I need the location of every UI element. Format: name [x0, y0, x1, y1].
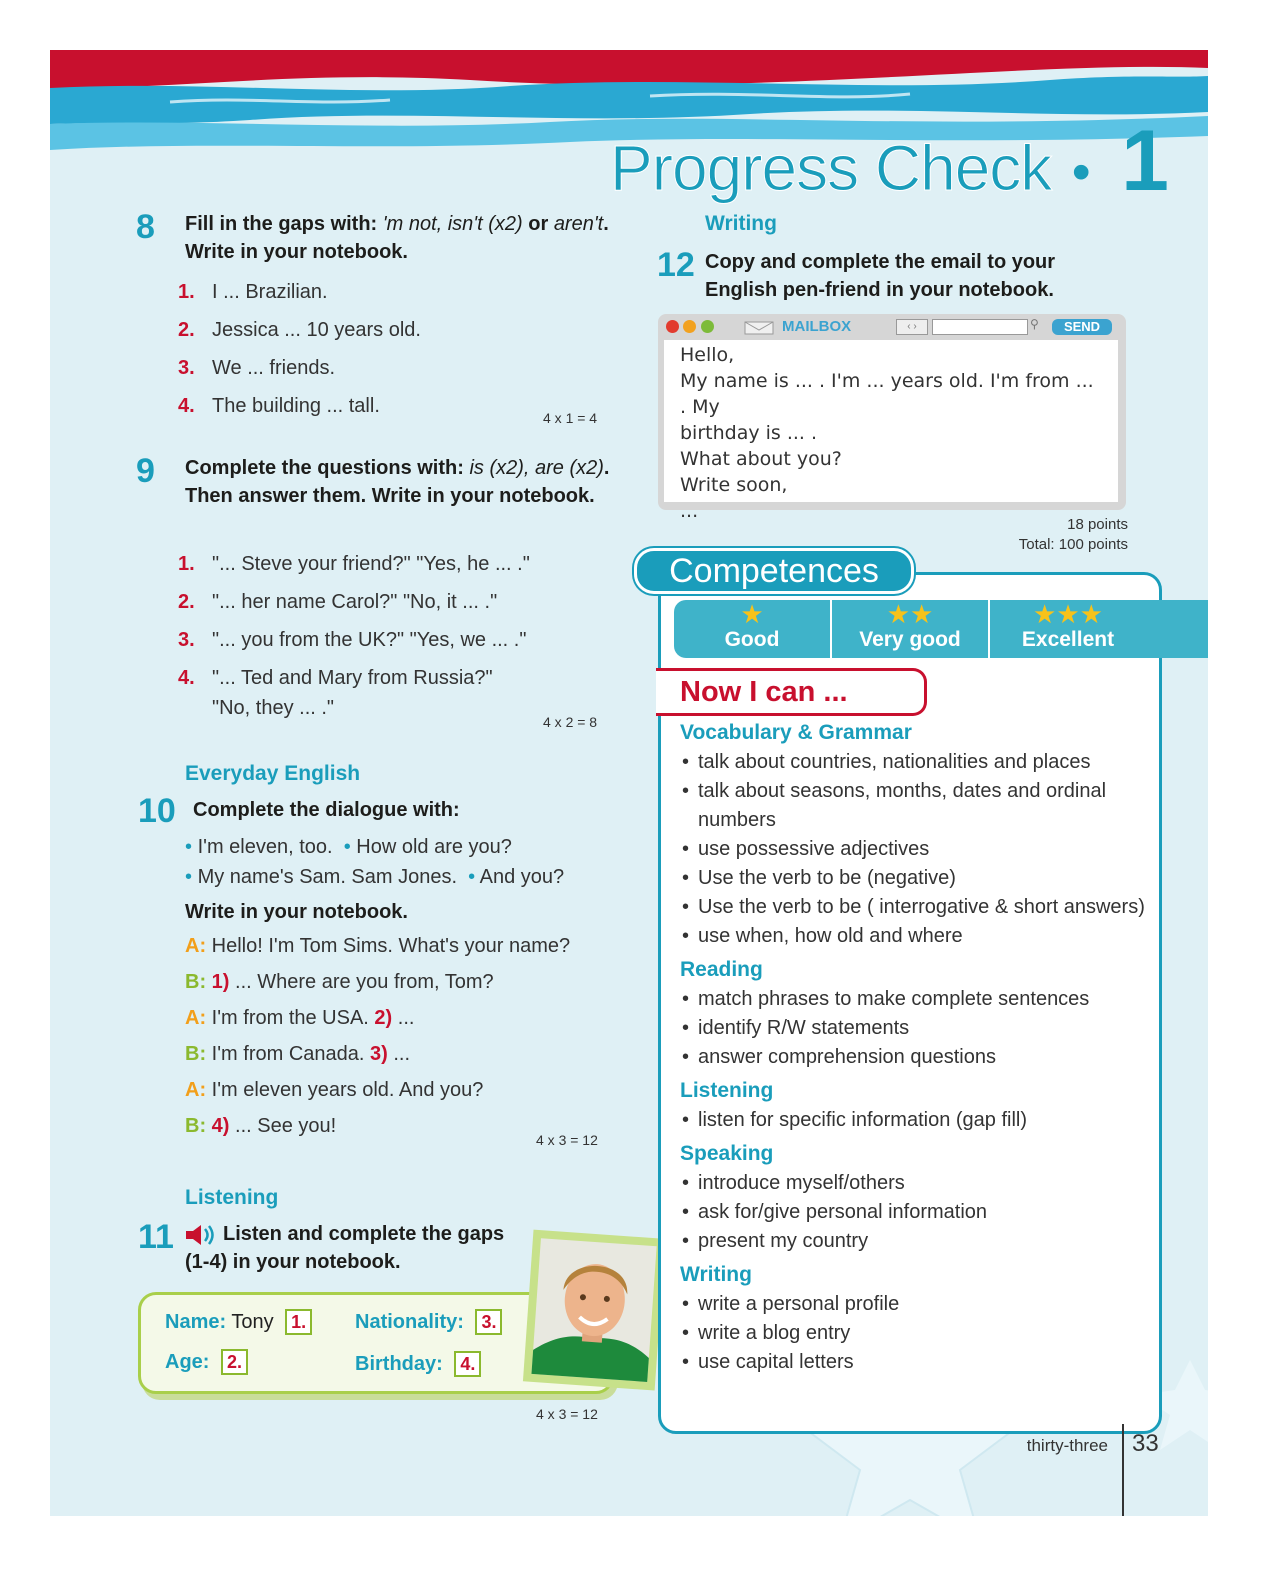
exercise-12-number: 12 — [657, 246, 695, 284]
option-text: How old are you? — [356, 836, 512, 858]
page-number-word: thirty-three — [1026, 1436, 1108, 1455]
options-row-1 — [185, 832, 625, 862]
ex9-instr-a: Complete the questions with: — [185, 457, 470, 479]
exercise-9-score: 4 x 2 = 8 — [543, 714, 598, 730]
rating-excellent — [990, 600, 1146, 658]
gap-box: 3. — [475, 1309, 502, 1335]
exercise-10-score: 4 x 3 = 12 — [536, 1132, 598, 1148]
nationality-field — [355, 1309, 502, 1335]
speaker-label: A: — [185, 935, 207, 957]
list-item — [178, 666, 618, 696]
item-text: "... her name Carol?" "No, it ... ." — [212, 591, 498, 613]
dialogue-line — [185, 934, 625, 970]
group-heading: Reading — [680, 958, 763, 981]
line-text: ... — [393, 1043, 411, 1065]
list-item — [178, 590, 618, 628]
exercise-10-instruction-2: Write in your notebook. — [185, 901, 408, 923]
group-heading: Speaking — [680, 1142, 774, 1165]
item-number: 4. — [178, 667, 195, 689]
gap-number: 1) — [211, 971, 230, 993]
mailbox-window — [658, 314, 1126, 522]
group-list — [680, 985, 1150, 1072]
speaker-label: B: — [185, 1043, 207, 1065]
list-item: • Use the verb to be ( interrogative & short answers) — [680, 893, 1150, 922]
section-listening: Listening — [185, 1186, 279, 1209]
mailbox-label: MAILBOX — [782, 318, 852, 335]
email-line: Write soon, — [680, 474, 788, 496]
window-controls — [666, 320, 714, 338]
line-text: ... — [397, 1007, 415, 1029]
envelope-icon — [744, 321, 774, 335]
dialogue — [185, 934, 625, 1150]
ex8-instr-options: 'm not, isn't (x2) — [382, 213, 523, 235]
list-item — [178, 356, 608, 394]
name-value: Tony — [231, 1311, 274, 1333]
page — [50, 50, 1208, 1516]
gap-box: 4. — [454, 1351, 481, 1377]
exercise-8-number: 8 — [136, 208, 155, 246]
item-text: "... you from the UK?" "Yes, we ... ." — [212, 629, 527, 651]
exercise-10-number: 10 — [138, 792, 176, 830]
group-heading: Vocabulary & Grammar — [680, 721, 912, 744]
boy-photo — [518, 1226, 668, 1396]
item-number: 2. — [178, 591, 195, 613]
speaker-label: B: — [185, 971, 207, 993]
list-item: • use possessive adjectives — [680, 835, 1150, 864]
list-item: • introduce myself/others — [680, 1169, 1150, 1198]
item-text: "... Steve your friend?" "Yes, he ... ." — [212, 553, 530, 575]
close-dot-icon — [666, 320, 679, 333]
item-number: 2. — [178, 319, 195, 341]
competences-title-pill — [634, 548, 914, 594]
bullet-icon: • — [343, 836, 351, 858]
dialogue-line — [185, 1078, 625, 1114]
line-text: I'm from Canada. — [211, 1043, 370, 1065]
line-text: I'm eleven years old. And you? — [211, 1079, 484, 1101]
gap-box: 1. — [285, 1309, 312, 1335]
item-number: 3. — [178, 357, 195, 379]
options-row-2 — [185, 862, 625, 892]
competence-groups — [680, 718, 1150, 1377]
birthday-field — [355, 1351, 481, 1377]
exercise-8-score: 4 x 1 = 4 — [543, 410, 598, 426]
speaker-label: A: — [185, 1007, 207, 1029]
option-text: My name's Sam. Sam Jones. — [197, 866, 458, 888]
maximize-dot-icon — [701, 320, 714, 333]
group-heading: Writing — [680, 1263, 752, 1286]
exercise-10-instruction: Complete the dialogue with: — [193, 799, 460, 821]
section-writing: Writing — [705, 212, 777, 235]
footer-divider — [1122, 1424, 1124, 1516]
ex8-instr-option2: aren't — [553, 213, 604, 235]
list-item: • answer comprehension questions — [680, 1043, 1150, 1072]
total-points: Total: 100 points — [1018, 536, 1128, 553]
exercise-9-list — [178, 552, 618, 726]
exercise-8-instruction — [185, 210, 615, 266]
list-item: • identify R/W statements — [680, 1014, 1150, 1043]
title-text: Progress Check — [610, 132, 1052, 204]
star-icon: ★ — [740, 599, 764, 629]
dialogue-line — [185, 1042, 625, 1078]
option-text: And you? — [479, 866, 565, 888]
item-number: 1. — [178, 553, 195, 575]
nationality-label: Nationality: — [355, 1311, 464, 1333]
group-list — [680, 1169, 1150, 1256]
list-item — [178, 628, 618, 666]
unit-number: 1 — [1121, 113, 1169, 209]
rating-label: Very good — [859, 628, 961, 651]
list-item: • ask for/give personal information — [680, 1198, 1150, 1227]
list-item: • present my country — [680, 1227, 1150, 1256]
bullet-icon: • — [185, 836, 193, 858]
birthday-label: Birthday: — [355, 1353, 443, 1375]
group-list — [680, 1290, 1150, 1377]
speaker-label: A: — [185, 1079, 207, 1101]
stars-icon: ★★★ — [1033, 599, 1103, 629]
dialogue-line — [185, 1006, 625, 1042]
exercise-12-instruction: Copy and complete the email to your English pen-friend in your notebook. — [705, 251, 1056, 301]
list-item — [178, 552, 618, 590]
now-i-can-banner — [656, 668, 927, 716]
bullet-icon: • — [468, 866, 476, 888]
search-icon[interactable]: ⚲ — [1030, 317, 1039, 331]
exercise-11-score: 4 x 3 = 12 — [536, 1406, 598, 1422]
group-list — [680, 1106, 1150, 1135]
minimize-dot-icon — [683, 320, 696, 333]
rating-label: Excellent — [1021, 628, 1115, 651]
list-item: • use when, how old and where — [680, 922, 1150, 951]
gap-box: 2. — [221, 1349, 248, 1375]
option-text: I'm eleven, too. — [197, 836, 333, 858]
line-text: I'm from the USA. — [211, 1007, 375, 1029]
list-item — [178, 280, 608, 318]
email-line: My name is ... . I'm ... years old. I'm from ... . My — [680, 370, 1094, 418]
ex8-instr-a: Fill in the gaps with: — [185, 213, 383, 235]
email-line: ... — [680, 500, 699, 522]
rating-label: Good — [724, 628, 780, 651]
group-heading: Listening — [680, 1079, 774, 1102]
email-text — [664, 340, 1118, 526]
email-line: Hello, — [680, 344, 735, 366]
ex9-instr-b: . Then answer them. Write in your notebook. — [185, 457, 610, 507]
list-item: • match phrases to make complete sentences — [680, 985, 1150, 1014]
gap-number: 4) — [211, 1115, 230, 1137]
list-item — [178, 318, 608, 356]
exercise-11-instruction: Listen and complete the gaps (1-4) in your notebook. — [185, 1223, 505, 1273]
section-everyday-english: Everyday English — [185, 762, 361, 785]
page-number: 33 — [1132, 1430, 1159, 1457]
age-field — [165, 1349, 248, 1375]
list-item: • talk about seasons, months, dates and ordinal numbers — [680, 777, 1150, 835]
exercise-12-points: 18 points — [1067, 516, 1128, 533]
item-number: 3. — [178, 629, 195, 651]
email-body[interactable] — [664, 340, 1118, 522]
item-number: 1. — [178, 281, 195, 303]
email-line: birthday is ... . — [680, 422, 818, 444]
item-text: The building ... tall. — [212, 395, 380, 417]
list-item: • listen for specific information (gap fill) — [680, 1106, 1150, 1135]
send-button[interactable]: SEND — [1052, 319, 1112, 335]
list-item: • write a blog entry — [680, 1319, 1150, 1348]
list-item: • write a personal profile — [680, 1290, 1150, 1319]
ex8-instr-b: or — [522, 213, 554, 235]
name-label: Name: — [165, 1311, 227, 1333]
list-item: • Use the verb to be (negative) — [680, 864, 1150, 893]
page-title — [610, 112, 1169, 209]
list-item: • use capital letters — [680, 1348, 1150, 1377]
nav-arrows-icon[interactable]: ‹ › — [896, 319, 928, 335]
competences-title: Competences — [669, 552, 879, 590]
exercise-11-number: 11 — [138, 1218, 174, 1256]
line-text: ... See you! — [235, 1115, 337, 1137]
item-text-continued: "No, they ... ." — [212, 697, 335, 719]
rating-very-good — [832, 600, 988, 658]
title-bullet: • — [1071, 142, 1091, 202]
item-text: Jessica ... 10 years old. — [212, 319, 421, 341]
gap-number: 2) — [374, 1007, 393, 1029]
email-line: What about you? — [680, 448, 842, 470]
dialogue-line — [185, 970, 625, 1006]
exercise-9-instruction — [185, 454, 615, 510]
line-text: ... Where are you from, Tom? — [235, 971, 494, 993]
now-i-can-label: Now I can ... — [680, 676, 848, 708]
item-text: We ... friends. — [212, 357, 336, 379]
item-text: "... Ted and Mary from Russia?" — [212, 667, 493, 689]
gap-number: 3) — [370, 1043, 388, 1065]
rating-legend — [674, 600, 1208, 658]
age-label: Age: — [165, 1351, 210, 1373]
stars-icon: ★★ — [886, 599, 934, 629]
group-list — [680, 748, 1150, 951]
bullet-icon: • — [185, 866, 193, 888]
name-field — [165, 1309, 312, 1335]
rating-good — [674, 600, 830, 658]
exercise-9-number: 9 — [136, 452, 155, 490]
item-number: 4. — [178, 395, 195, 417]
ex9-instr-options: is (x2), are (x2) — [469, 457, 604, 479]
ex8-instr-c: . Write in your notebook. — [185, 213, 609, 263]
item-text: I ... Brazilian. — [212, 281, 328, 303]
speaker-label: B: — [185, 1115, 207, 1137]
search-input[interactable] — [932, 319, 1028, 335]
exercise-10-options — [185, 832, 625, 892]
line-text: Hello! I'm Tom Sims. What's your name? — [211, 935, 571, 957]
list-item: • talk about countries, nationalities and places — [680, 748, 1150, 777]
